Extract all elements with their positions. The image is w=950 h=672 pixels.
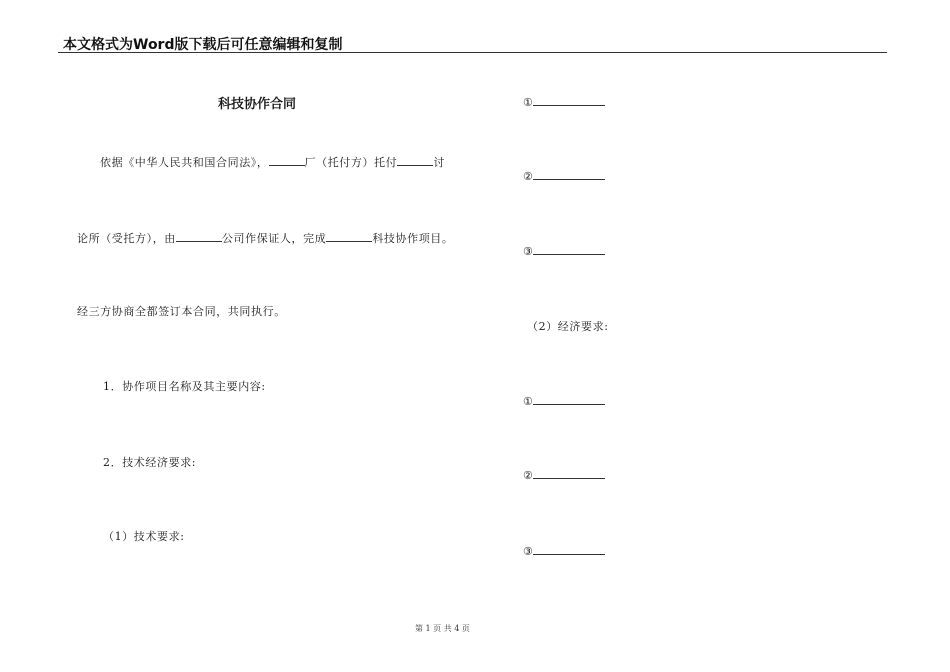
- page-number-footer: 第 1 页 共 4 页: [415, 624, 470, 633]
- econ-item-2: [523, 467, 605, 482]
- econ-item-1-blank: [533, 393, 605, 405]
- para2-suffix: 科技协作项目。: [372, 232, 454, 245]
- tech-item-3-marker: ③: [523, 245, 533, 258]
- para2-mid: 公司作保证人，完成: [221, 232, 327, 245]
- econ-item-1-marker: ①: [523, 395, 533, 408]
- tech-item-2-blank: [533, 168, 605, 180]
- header-divider: [58, 52, 887, 53]
- econ-item-3-blank: [533, 543, 605, 555]
- tech-item-1-blank: [533, 94, 605, 106]
- economic-requirements-heading: （2）经济要求:: [527, 320, 609, 333]
- para1-blank-2: [397, 154, 433, 166]
- para1-blank-1: [269, 154, 305, 166]
- tech-item-2-marker: ②: [523, 170, 533, 183]
- para1-suffix: 讨: [433, 156, 445, 169]
- econ-item-3-marker: ③: [523, 545, 533, 558]
- tech-item-1: [523, 94, 605, 109]
- econ-item-2-marker: ②: [523, 469, 533, 482]
- tech-item-3-blank: [533, 243, 605, 255]
- econ-item-2-blank: [533, 467, 605, 479]
- para2-blank-1: [176, 230, 222, 242]
- para2-prefix: 论所（受托方），由: [77, 232, 176, 245]
- para1-prefix: 依据《中华人民共和国合同法》，: [100, 156, 269, 169]
- econ-item-3: [523, 543, 605, 558]
- para2-blank-2: [326, 230, 372, 242]
- tech-item-1-marker: ①: [523, 96, 533, 109]
- section-1-heading: 1．协作项目名称及其主要内容:: [103, 380, 266, 393]
- paragraph-1: [100, 154, 445, 170]
- econ-item-1: [523, 393, 605, 408]
- tech-item-2: [523, 168, 605, 183]
- document-title: 科技协作合同: [218, 97, 297, 112]
- para1-mid: 厂（托付方）托付: [304, 156, 398, 169]
- tech-requirements-heading: （1）技术要求:: [103, 530, 185, 543]
- paragraph-3: 经三方协商全都签订本合同，共同执行。: [77, 305, 286, 318]
- section-2-heading: 2．技术经济要求:: [103, 456, 197, 469]
- document-header: 本文格式为Word版下载后可任意编辑和复制: [63, 37, 343, 53]
- tech-item-3: [523, 243, 605, 258]
- paragraph-2: [77, 230, 454, 246]
